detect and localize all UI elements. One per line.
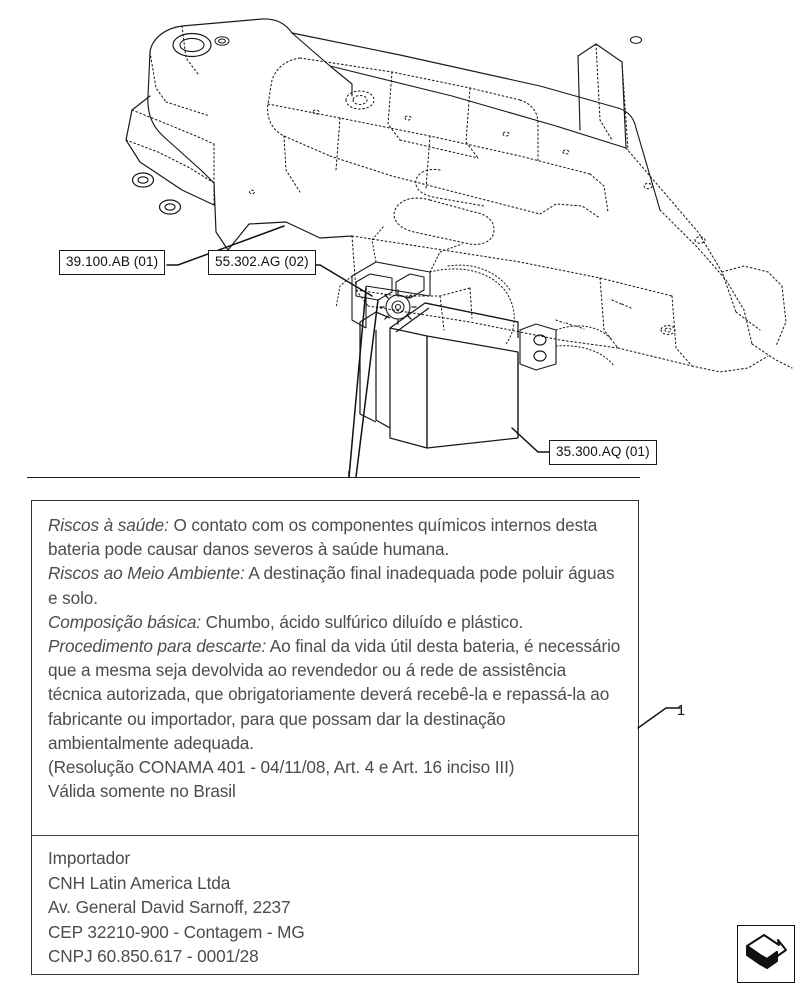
battery-label-panel [31, 500, 639, 975]
importer-line: Av. General David Sarnoff, 2237 [48, 897, 291, 918]
importer-section [32, 836, 638, 977]
warning-heading: Riscos à saúde: [48, 515, 169, 535]
warning-paragraph [48, 634, 624, 755]
3d-arrow-icon [737, 925, 795, 983]
warning-body: Válida somente no Brasil [48, 781, 236, 802]
horizontal-divider [27, 477, 640, 478]
warning-body: Ao final da vida útil desta bateria, é necessário que a mesma seja devolvida ao revendedor ou á rede de assistência técnica autorizada, que obrigatoriamente deverá recebê-la e repassá-la ao fabricante ou importador, para que possam dar la destinação ambientalmente adequada. [48, 636, 621, 753]
warning-heading: Procedimento para descarte: [48, 636, 266, 657]
warning-paragraph [48, 561, 624, 609]
importer-line: CEP 32210-900 - Contagem - MG [48, 921, 305, 942]
warning-body: Chumbo, ácido sulfúrico diluído e plástico. [200, 611, 524, 632]
importer-line: CNH Latin America Ltda [48, 872, 231, 893]
callout-39-100-ab[interactable]: 39.100.AB (01) [59, 250, 165, 275]
importer-line: CNPJ 60.850.617 - 0001/28 [48, 946, 259, 967]
warning-paragraph [48, 610, 624, 634]
warning-paragraph [48, 513, 624, 561]
warning-body: A destinação final inadequada pode poluir águas e solo. [48, 563, 615, 608]
warning-heading: Composição básica: [48, 611, 201, 632]
importer-line: Importador [48, 848, 131, 868]
warning-validity-line [48, 779, 624, 803]
warning-text-section [32, 501, 638, 836]
machine-frame-illustration [0, 0, 808, 480]
warning-body: O contato com os componentes químicos internos desta bateria pode causar danos severos à saúde humana. [48, 515, 598, 560]
warning-resolution-line [48, 755, 624, 779]
callout-55-302-ag[interactable]: 55.302.AG (02) [208, 250, 316, 275]
callout-35-300-aq[interactable]: 35.300.AQ (01) [549, 440, 657, 465]
item-number-1: 1 [677, 703, 686, 719]
warning-body: (Resolução CONAMA 401 - 04/11/08, Art. 4 e Art. 16 inciso III) [48, 757, 515, 778]
item-1-leader-line [636, 690, 696, 735]
warning-heading: Riscos ao Meio Ambiente: [48, 563, 245, 584]
